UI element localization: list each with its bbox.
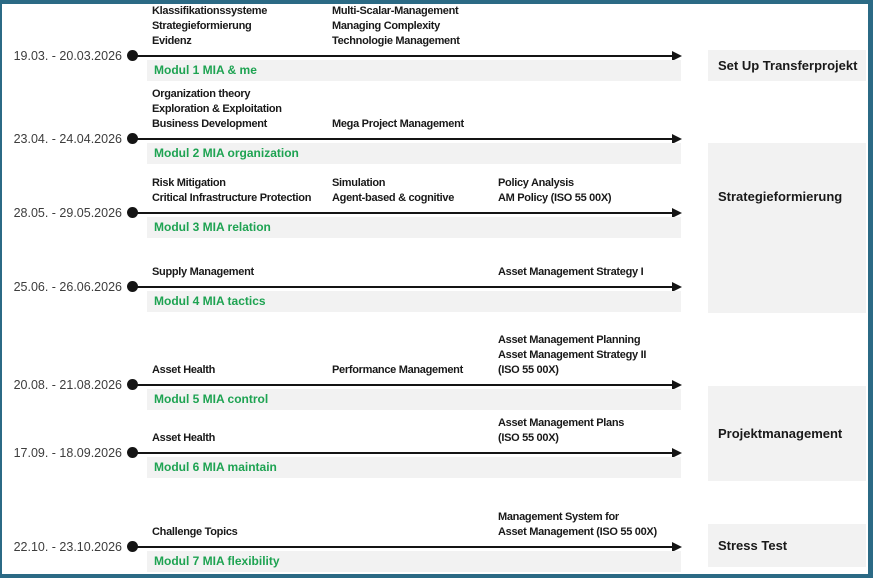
- module-label: Modul 4 MIA tactics: [154, 294, 266, 308]
- topic-line: Asset Management (ISO 55 00X): [498, 526, 657, 538]
- phase-box: [708, 50, 866, 81]
- phase-label: Stress Test: [718, 538, 788, 553]
- module-label: Modul 1 MIA & me: [154, 63, 257, 77]
- topic-line: Supply Management: [152, 266, 254, 278]
- module-date-range: 17.09. - 18.09.2026: [13, 446, 122, 460]
- window-border-left: [0, 0, 2, 578]
- module-label: Modul 2 MIA organization: [154, 146, 299, 160]
- topic-group: [498, 333, 646, 378]
- module-date-range: 22.10. - 23.10.2026: [13, 540, 122, 554]
- topic-group: [152, 363, 215, 378]
- topic-line: (ISO 55 00X): [498, 364, 559, 376]
- phase-box: [708, 386, 866, 481]
- module-bar: [147, 143, 681, 164]
- topic-line: Challenge Topics: [152, 526, 238, 538]
- topic-group: [152, 176, 311, 206]
- topic-group: [152, 265, 254, 280]
- phase-label: Projektmanagement: [718, 426, 843, 441]
- topic-line: Managing Complexity: [332, 20, 440, 32]
- topic-group: [152, 525, 237, 540]
- topic-line: Asset Management Strategy II: [498, 349, 647, 361]
- module-date-range: 28.05. - 29.05.2026: [13, 206, 122, 220]
- topic-line: Simulation: [332, 177, 386, 189]
- module-bar: [147, 60, 681, 81]
- topic-group: [498, 176, 611, 206]
- topic-line: Asset Management Planning: [498, 334, 641, 346]
- module-bar: [147, 217, 681, 238]
- topic-group: [498, 510, 657, 540]
- phase-label: Set Up Transferprojekt: [718, 58, 858, 73]
- module-bar: [147, 457, 681, 478]
- module-label: Modul 7 MIA flexibility: [154, 554, 280, 568]
- window-border-right: [868, 0, 873, 578]
- topic-line: Asset Health: [152, 432, 216, 444]
- topic-line: Management System for: [498, 511, 619, 523]
- topic-line: Multi-Scalar-Management: [332, 5, 459, 17]
- topic-group: [152, 87, 282, 132]
- topic-line: Performance Management: [332, 364, 463, 376]
- topic-line: Agent-based & cognitive: [332, 192, 455, 204]
- module-date-range: 23.04. - 24.04.2026: [13, 132, 122, 146]
- topic-group: [332, 117, 464, 132]
- topic-group: [332, 363, 463, 378]
- topic-line: Business Development: [152, 118, 268, 130]
- module-bar: [147, 551, 681, 572]
- module-bar: [147, 389, 681, 410]
- topic-group: [332, 4, 460, 49]
- topic-line: Asset Management Strategy I: [498, 266, 644, 278]
- topic-group: [152, 4, 267, 49]
- topic-line: Mega Project Management: [332, 118, 464, 130]
- timeline-arrow-line: [136, 138, 672, 140]
- module-date-range: 25.06. - 26.06.2026: [13, 280, 122, 294]
- topic-line: Strategieformierung: [152, 20, 252, 32]
- topic-line: Policy Analysis: [498, 177, 574, 189]
- topic-line: Asset Health: [152, 364, 216, 376]
- timeline-arrow-line: [136, 286, 672, 288]
- topic-line: AM Policy (ISO 55 00X): [498, 192, 612, 204]
- timeline-arrow-line: [136, 452, 672, 454]
- topic-line: Organization theory: [152, 88, 251, 100]
- phase-box: [708, 143, 866, 313]
- topic-line: Critical Infrastructure Protection: [152, 192, 312, 204]
- phase-box: [708, 524, 866, 567]
- module-label: Modul 5 MIA control: [154, 392, 269, 406]
- module-label: Modul 3 MIA relation: [154, 220, 271, 234]
- timeline-arrow-line: [136, 546, 672, 548]
- module-date-range: 20.08. - 21.08.2026: [13, 378, 122, 392]
- topic-line: Risk Mitigation: [152, 177, 226, 189]
- topic-line: Evidenz: [152, 35, 192, 47]
- topic-line: Technologie Management: [332, 35, 460, 47]
- window-border-bottom: [0, 574, 873, 578]
- topic-line: Exploration & Exploitation: [152, 103, 282, 115]
- topic-line: (ISO 55 00X): [498, 432, 559, 444]
- timeline-arrow-line: [136, 55, 672, 57]
- phase-label: Strategieformierung: [718, 189, 843, 204]
- topic-group: [332, 176, 454, 206]
- module-date-range: 19.03. - 20.03.2026: [13, 49, 122, 63]
- module-label: Modul 6 MIA maintain: [154, 460, 277, 474]
- timeline-arrow-line: [136, 384, 672, 386]
- topic-line: Asset Management Plans: [498, 417, 625, 429]
- timeline-arrow-line: [136, 212, 672, 214]
- module-bar: [147, 291, 681, 312]
- topic-group: [498, 265, 643, 280]
- topic-line: Klassifikationssysteme: [152, 5, 268, 17]
- topic-group: [152, 431, 215, 446]
- topic-group: [498, 416, 624, 446]
